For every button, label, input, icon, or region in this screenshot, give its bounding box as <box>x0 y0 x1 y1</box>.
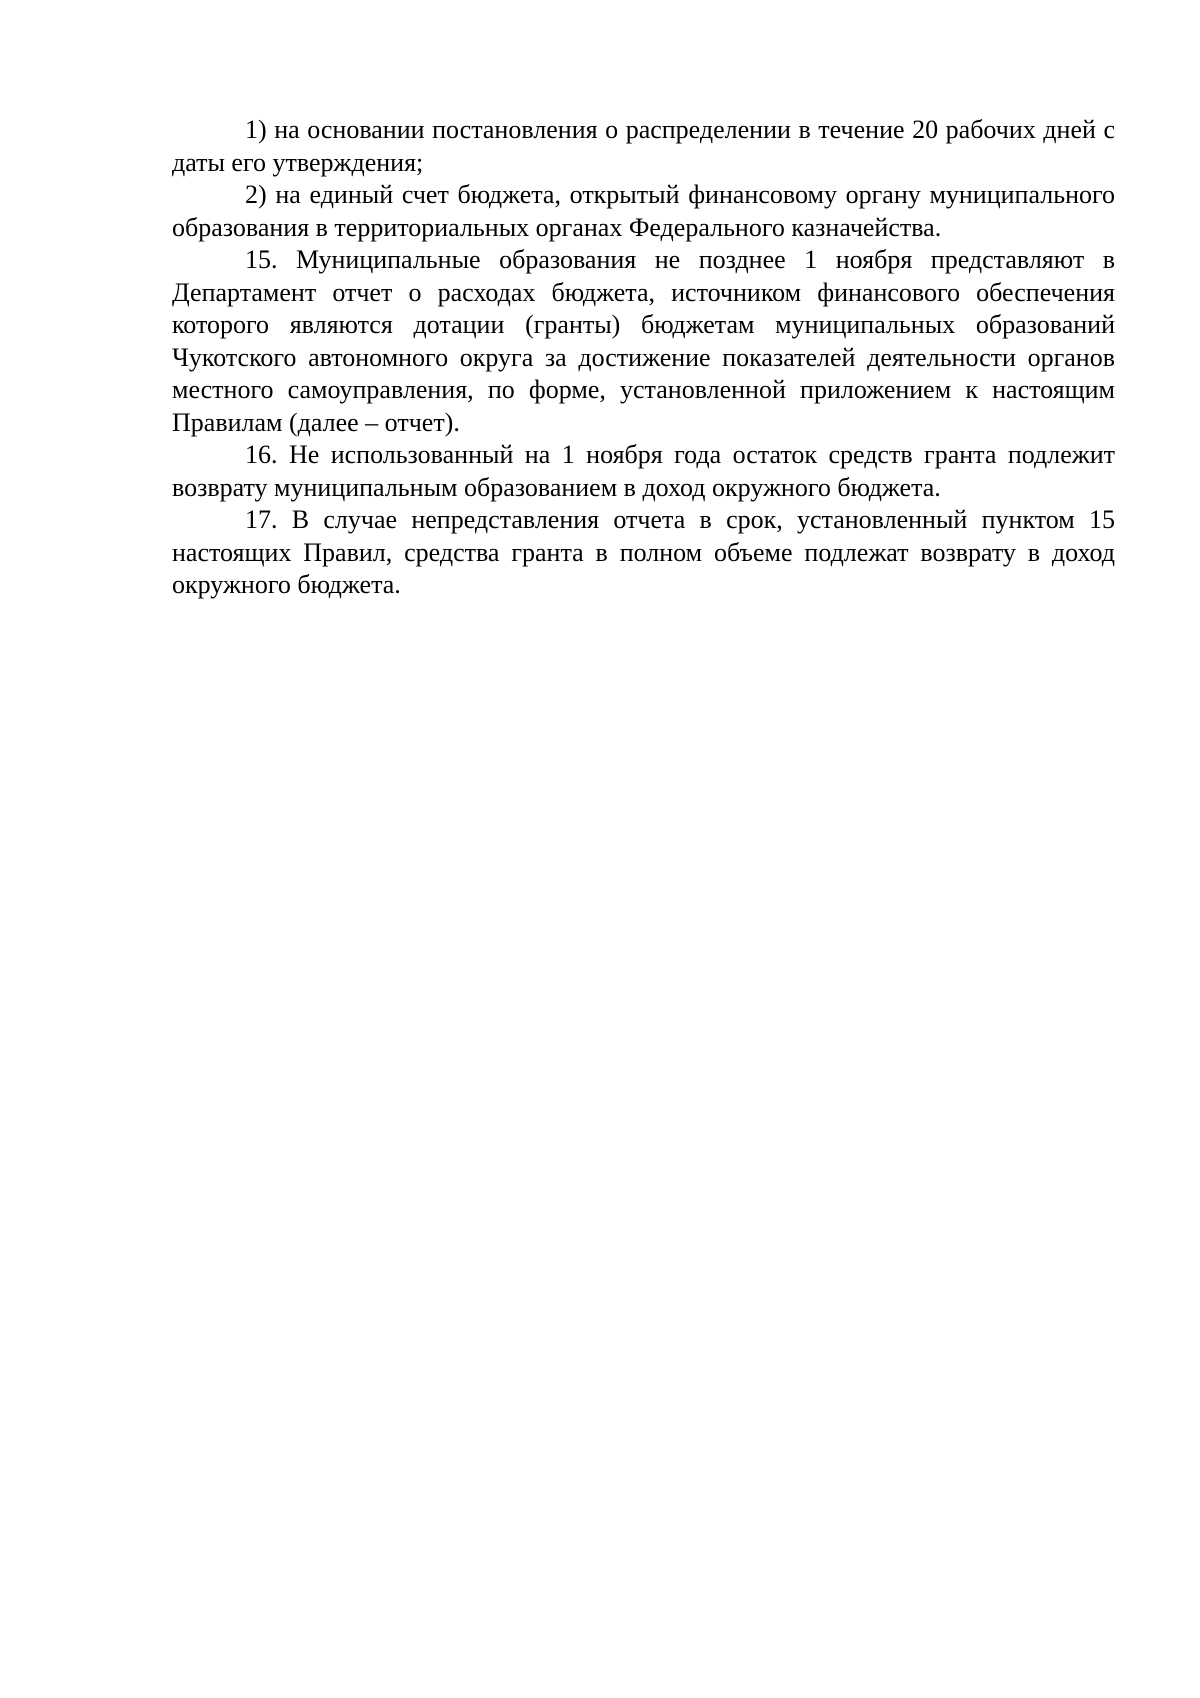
paragraph-15: 15. Муниципальные образования не позднее 1 ноября представляют в Департамент отчет о расходах бюджета, источником финансового обеспечения которого являются дотации (гранты) бюджетам муниципальных образований Чукотского автономного округа за достижение показателей деятельности органов местного самоуправления, по форме, установленной приложением к настоящим Правилам (далее – отчет). <box>172 245 1115 437</box>
paragraph-17: 17. В случае непредставления отчета в срок, установленный пунктом 15 настоящих Правил, средства гранта в полном объеме подлежат возврату в доход окружного бюджета. <box>172 505 1115 599</box>
paragraph-16: 16. Не использованный на 1 ноября года остаток средств гранта подлежит возврату муниципальным образованием в доход окружного бюджета. <box>172 440 1115 502</box>
paragraph-item-1: 1) на основании постановления о распределении в течение 20 рабочих дней с даты его утверждения; <box>172 115 1115 177</box>
paragraph-item-2: 2) на единый счет бюджета, открытый финансовому органу муниципального образования в территориальных органах Федерального казначейства. <box>172 180 1115 242</box>
document-body <box>172 114 1115 602</box>
